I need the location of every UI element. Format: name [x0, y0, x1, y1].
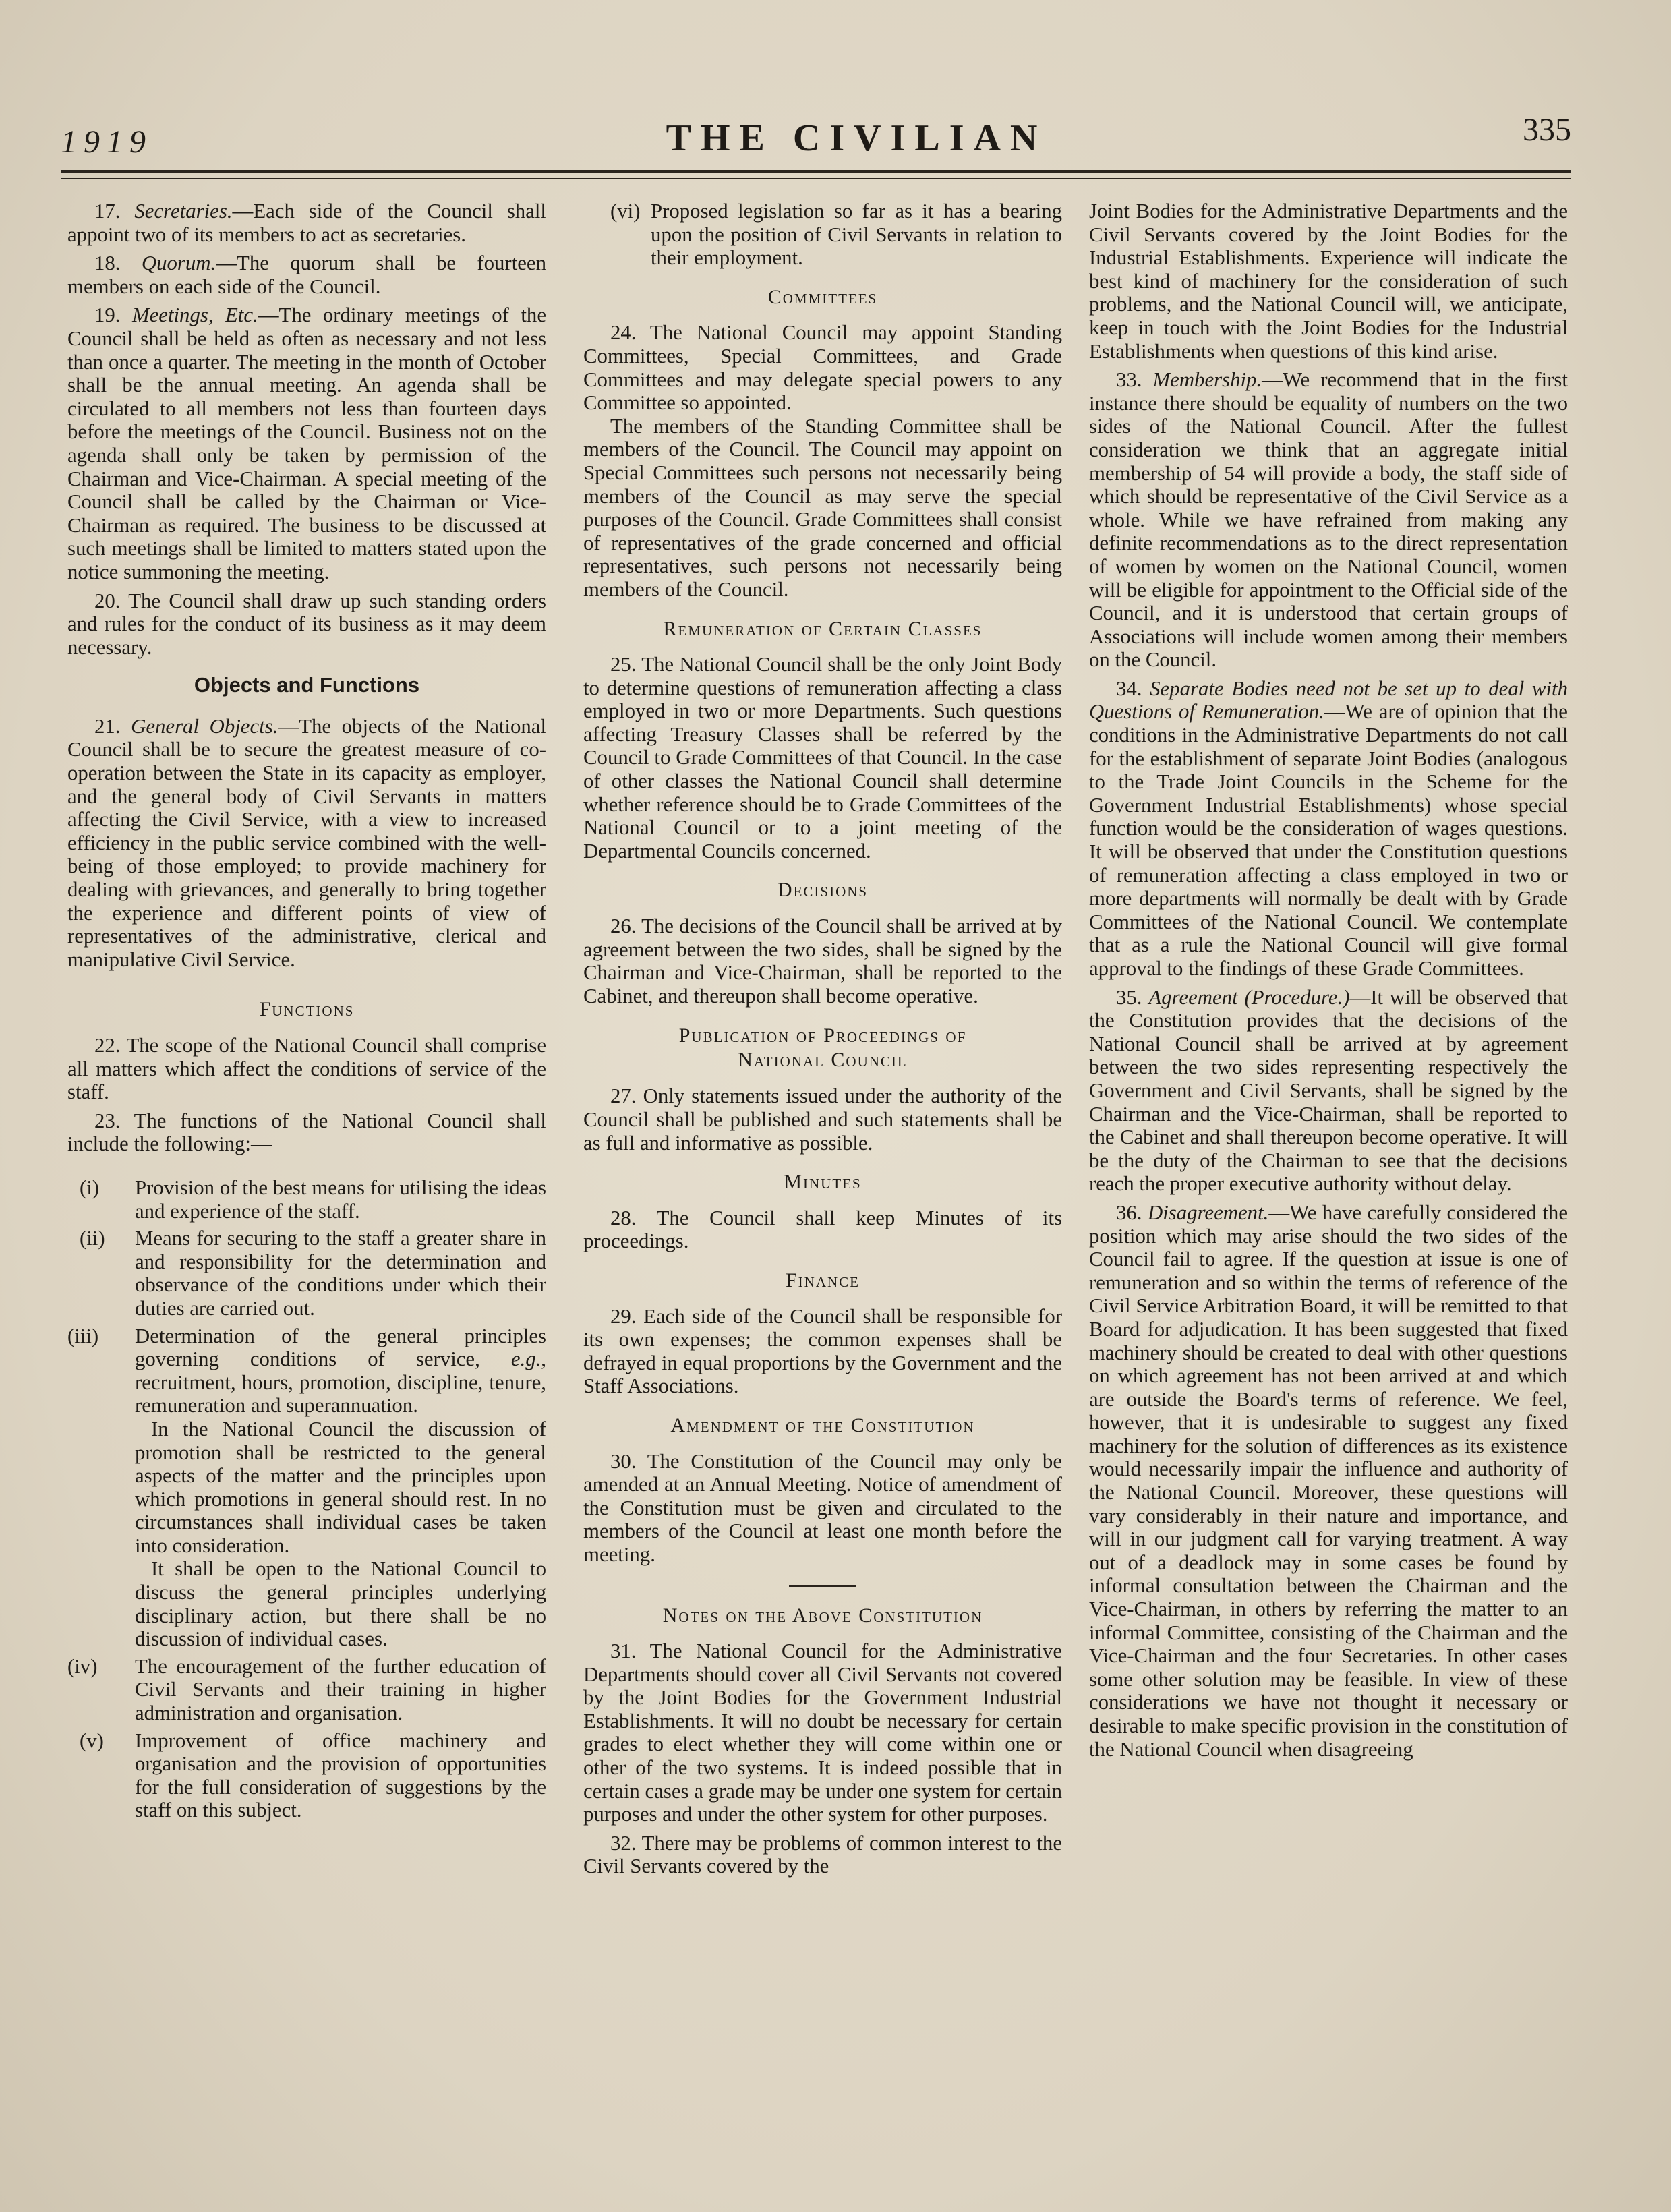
list-item-iv — [67, 1655, 546, 1725]
section-heading-functions: Functions — [259, 998, 355, 1021]
paragraph-number: 18. — [94, 252, 142, 275]
list-item-vi — [583, 200, 1062, 270]
column-right — [1089, 200, 1568, 1761]
page-header — [61, 111, 1571, 165]
paragraph-23: 23. The functions of the National Council shall include the following:— — [67, 1109, 546, 1156]
list-item-text: In the National Council the discussion of promotion shall be restricted to the general aspects of the matter and the principles upon which promotions in general should rest. In no circumstances shall individual cases be taken into consideration. — [135, 1417, 546, 1557]
paragraph-36 — [1089, 1201, 1568, 1761]
section-heading-publication — [583, 1024, 1062, 1072]
heading-line: National Council — [738, 1049, 908, 1072]
paragraph-title: Disagreement. — [1148, 1200, 1269, 1224]
paragraph-text: —It will be observed that the Constitution provides that the decisions of the National Council shall be arrived at by agreement between the two sides representing respectively the Government and Civil Servants, shall be signed by the Chairman and the Vice-Chairman, shall be reported to the Cabinet and shall thereupon become operative. It will be the duty of the Chairman to see that the decisions reach the proper executive authority without delay. — [1089, 985, 1568, 1196]
paragraph-title: Separate Bodies need not be set up to deal with Questions of Remuneration. — [1089, 676, 1568, 724]
section-heading-objects: Objects and Functions — [194, 673, 420, 697]
paragraph-text: —The ordinary meetings of the Council shall be held as often as necessary and not less than once a quarter. The meeting in the month of October shall be the annual meeting. An agenda shall be circulated to all members not less than fourteen days before the meetings of the Council. Business not on the agenda shall only be taken by permission of the Chairman and Vice-Chairman. A special meeting of the Council shall be called by the Chairman or Vice-Chairman as required. The business to be discussed at such meetings shall be limited to matters stated upon the notice summoning the meeting. — [67, 303, 546, 583]
paragraph-20: 20. The Council shall draw up such standing orders and rules for the conduct of its business as it may deem necessary. — [67, 589, 546, 659]
paragraph-32: 32. There may be problems of common interest to the Civil Servants covered by the — [583, 1831, 1062, 1878]
text-part: Determination of the general principles governing conditions of service, — [135, 1324, 546, 1371]
paragraph-21 — [67, 715, 546, 972]
paragraph-22: 22. The scope of the National Council shall comprise all matters which affect the conditions of service of the staff. — [67, 1034, 546, 1104]
paragraph-title: Quorum. — [141, 252, 216, 275]
list-item-i — [67, 1176, 546, 1223]
paragraph-19 — [67, 303, 546, 583]
header-rule-thick — [61, 170, 1571, 173]
paragraph-title: Agreement (Procedure.) — [1148, 985, 1350, 1009]
paragraph-32-continued: Joint Bodies for the Administrative Departments and the Civil Servants covered by the Joint Bodies for the Industrial Establishments. Experience will indicate the best kind of machinery for the consideration of such problems, and the National Council will, we anticipate, keep in touch with the Joint Bodies for the Industrial Establishments when questions of this kind arise. — [1089, 200, 1568, 363]
list-item-iii — [67, 1325, 546, 1651]
section-heading-remuneration: Remuneration of Certain Classes — [663, 617, 983, 640]
list-item-text: It shall be open to the National Council to discuss the general principles underlying disciplinary action, but there shall be no discussion of individual cases. — [135, 1557, 546, 1651]
paragraph-33 — [1089, 368, 1568, 672]
paragraph-number: 19. — [94, 303, 132, 327]
text-part: , recruitment, hours, promotion, discipline, tenure, remuneration and superannuation. — [135, 1347, 546, 1418]
list-item-text: Proposed legislation so far as it has a bearing upon the position of Civil Servants in relation to their employment. — [651, 200, 1062, 270]
paragraph-number: 35. — [1116, 985, 1149, 1009]
paragraph-26: 26. The decisions of the Council shall be arrived at by agreement between the two sides, shall be signed by the Chairman and Vice-Chairman, shall be reported to the Cabinet, and thereupon shall become operative. — [583, 914, 1062, 1008]
paragraph-29: 29. Each side of the Council shall be responsible for its own expenses; the common expenses shall be defrayed in equal proportions by the Government and the Staff Associations. — [583, 1304, 1062, 1398]
section-heading-decisions: Decisions — [777, 879, 869, 902]
column-left — [67, 200, 546, 1826]
paragraph-number: 33. — [1116, 368, 1153, 392]
paragraph-title: General Objects. — [131, 714, 278, 738]
section-divider — [789, 1585, 856, 1587]
section-heading-committees: Committees — [767, 285, 878, 308]
list-item-number: (iv) — [67, 1654, 98, 1678]
section-heading-finance: Finance — [785, 1269, 860, 1291]
paragraph-17 — [67, 200, 546, 246]
paragraph-24b: The members of the Standing Committee shall be members of the Council. The Council may appoint on Special Committees such persons not necessarily being members of the Council as may serve the special purposes of the Council. Grade Committees shall consist of representatives of the grade concerned and official representatives, such persons not necessarily being members of the Council. — [583, 414, 1062, 601]
paragraph-34 — [1089, 677, 1568, 981]
paragraph-text: —Each side of the Council shall appoint two of its members to act as secretaries. — [67, 200, 546, 246]
list-item-text: Means for securing to the staff a greater share in and responsibility for the determination and observance of the conditions under which their duties are carried out. — [135, 1227, 546, 1320]
column-middle — [583, 200, 1062, 1878]
paragraph-text: —The quorum shall be fourteen members on each side of the Council. — [67, 252, 546, 298]
list-item-text: Improvement of office machinery and organisation and the provision of opportunities for the full consideration of suggestions by the staff on this subject. — [135, 1728, 546, 1822]
text-italic: e.g. — [510, 1347, 541, 1371]
page-number: 335 — [1523, 112, 1571, 148]
list-item-v — [67, 1729, 546, 1822]
paragraph-title: Membership. — [1152, 368, 1262, 392]
list-item-number: (ii) — [80, 1227, 105, 1250]
paragraph-27: 27. Only statements issued under the authority of the Council shall be published and such statements shall be as full and informative as possible. — [583, 1084, 1062, 1155]
masthead-title: THE CIVILIAN — [666, 117, 1047, 159]
list-item-text: The encouragement of the further education of Civil Servants and their training in higher administration and organisation. — [135, 1654, 546, 1725]
paragraph-25: 25. The National Council shall be the only Joint Body to determine questions of remuneration affecting a class employed in two or more Departments. Such questions affecting Treasury Classes shall be referred by the Council to Grade Committees of that Council. In the case of other classes the National Council shall determine whether reference should be to Grade Committees of the National Council or to a joint meeting of the Departmental Councils concerned. — [583, 653, 1062, 863]
section-heading-minutes: Minutes — [784, 1171, 862, 1194]
list-item-text: Provision of the best means for utilising the ideas and experience of the staff. — [135, 1175, 546, 1223]
section-heading-amendment: Amendment of the Constitution — [670, 1414, 975, 1436]
paragraph-text: —We recommend that in the first instance there should be equality of numbers on the two sides of the National Council. After the fullest consideration we think that an aggregate initial membership of 54 will provide a body, the staff side of which should be representative of the Civil Service as a whole. While we have refrained from making any definite recommendations as to the direct representation of women by women on the National Council, women will be eligible for appointment to the Official side of the Council, and it is understood that certain groups of Associations will include women among their members on the Council. — [1089, 368, 1568, 672]
heading-line: Publication of Proceedings of — [678, 1024, 967, 1047]
paragraph-title: Meetings, Etc. — [131, 303, 258, 327]
list-item-number: (iii) — [67, 1324, 99, 1347]
list-item-number: (i) — [80, 1175, 100, 1199]
list-item-number: (vi) — [610, 200, 641, 223]
paragraph-28: 28. The Council shall keep Minutes of its proceedings. — [583, 1206, 1062, 1253]
paragraph-number: 21. — [94, 714, 131, 738]
paragraph-30: 30. The Constitution of the Council may only be amended at an Annual Meeting. Notice of amendment of the Constitution must be given and circulated to the members of the Council at least one month before the meeting. — [583, 1449, 1062, 1566]
paragraph-text: —We are of opinion that the conditions in the Administrative Departments do not call for the establishment of separate Joint Bodies (analogous to the Trade Joint Councils in the Scheme for the Government Industrial Establishments) whose special function would be the consideration of wages questions. It will be observed that under the Constitution questions of remuneration affecting a class employed in two or more departments will normally be dealt with by Grade Committees of the National Council. We contemplate that as a rule the National Council will give formal approval to the findings of these Grade Committees. — [1089, 700, 1568, 980]
paragraph-text: —The objects of the National Council shall be to secure the greatest measure of co-operation between the State in its capacity as employer, and the general body of Civil Servants in matters affecting the Civil Service, with a view to increased efficiency in the public service combined with the well-being of those employed; to provide machinery for dealing with grievances, and generally to bring together the experience and different points of view of representatives of the administrative, clerical and manipulative Civil Service. — [67, 714, 547, 971]
paragraph-number: 34. — [1116, 676, 1150, 700]
list-item-number: (v) — [80, 1728, 104, 1752]
paragraph-18 — [67, 252, 546, 298]
paragraph-text: —We have carefully considered the position which may arise should the two sides of the Council fail to agree. If the question at issue is one of remuneration and so within the terms of reference of the Civil Service Arbitration Board, it will be remitted to that Board for adjudication. It has been suggested that fixed machinery should be created to deal with other questions on which agreement has not been arrived at and which are outside the Board's terms of reference. We feel, however, that it is undesirable to suggest any fixed machinery for the solution of differences as its existence would necessarily impair the influence and authority of the National Council. Moreover, these questions will vary considerably in their nature and importance, and will in our judgment call for varying treatment. A way out of a deadlock may in some cases be found by informal consultation between the Chairman and the Vice-Chairman, in others by referring the matter to an informal Committee, consisting of the Chairman and the Vice-Chairman and the four Secretaries. In other cases some other solution may be feasible. In view of these considerations we have not thought it necessary or desirable to make specific provision in the constitution of the National Council when disagreeing — [1089, 1200, 1568, 1761]
paragraph-24: 24. The National Council may appoint Standing Committees, Special Committees, and Grade Committees and may delegate special powers to any Committee so appointed. — [583, 321, 1062, 415]
paragraph-35 — [1089, 986, 1568, 1196]
paragraph-number: 17. — [94, 200, 135, 223]
section-heading-notes: Notes on the Above Constitution — [662, 1604, 983, 1627]
list-item-ii — [67, 1227, 546, 1320]
paragraph-title: Secretaries. — [134, 200, 233, 223]
paragraph-31: 31. The National Council for the Administrative Departments should cover all Civil Servants not covered by the Joint Bodies for the Government Industrial Establishments. It will no doubt be necessary for certain grades to elect whether they will come within one or other of the two systems. It is indeed possible that in certain cases a grade may be under one system for certain purposes and under the other system for other purposes. — [583, 1639, 1062, 1826]
header-rule-thin — [61, 178, 1571, 179]
list-item-text — [135, 1325, 546, 1418]
issue-year: 1919 — [61, 124, 152, 160]
paragraph-number: 36. — [1116, 1200, 1148, 1224]
